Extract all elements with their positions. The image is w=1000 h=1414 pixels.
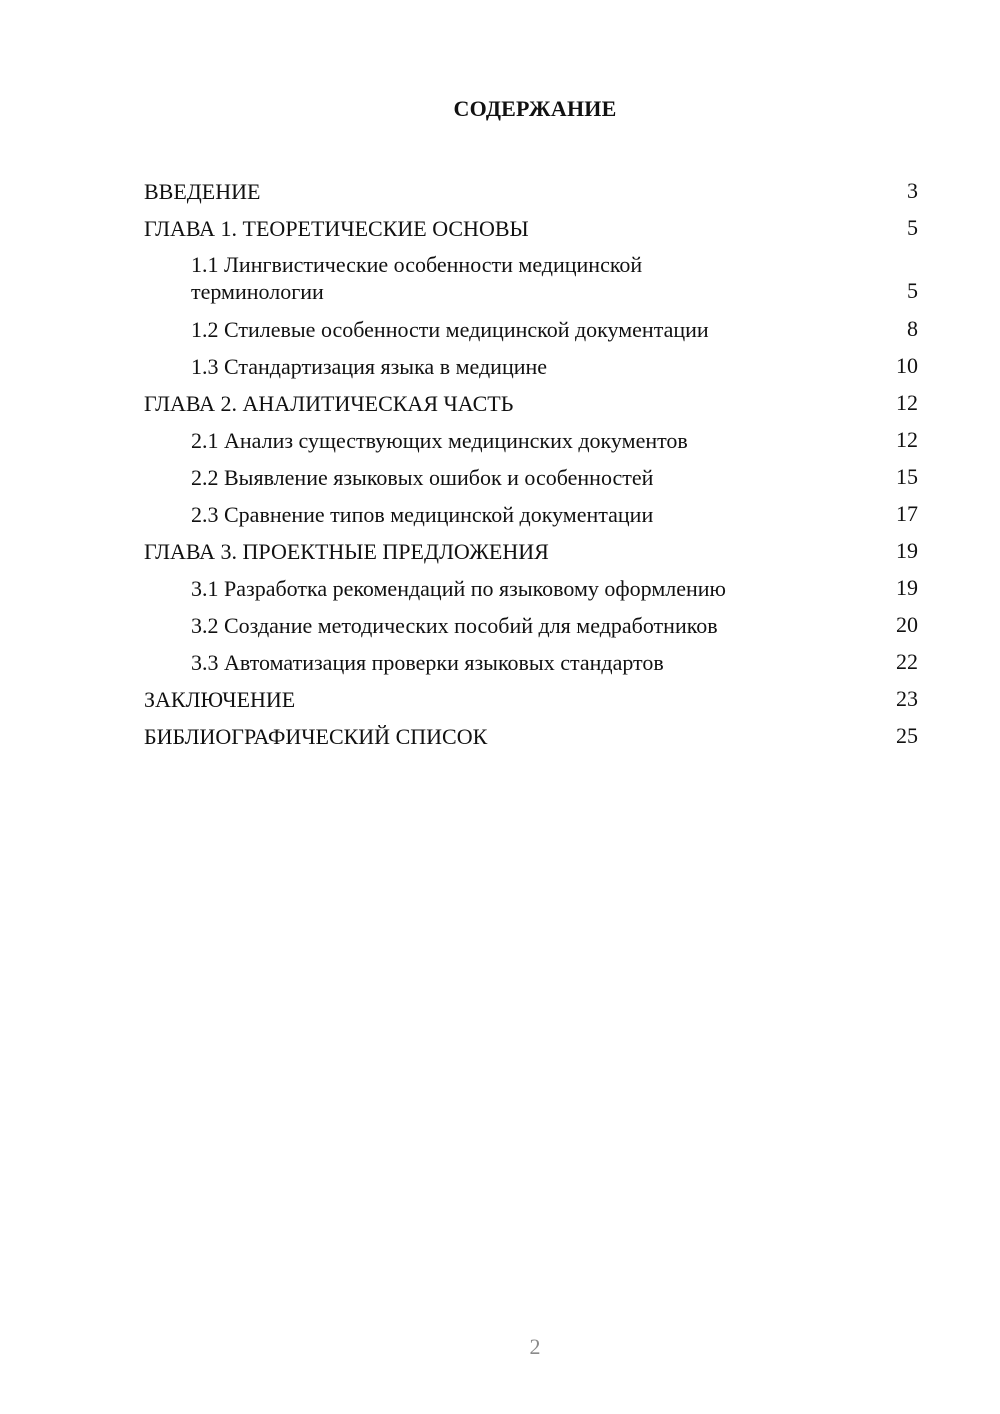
toc-entry-introduction[interactable] [144,168,918,205]
toc-entry-section-1-2[interactable] [144,306,918,343]
toc-entry-label: 2.1 Анализ существующих медицинских документов [191,428,688,453]
toc-entry-label: 3.2 Создание методических пособий для медработников [191,613,718,638]
toc-entry-page: 19 [896,538,918,563]
toc-entry-page: 12 [896,390,918,415]
toc-entry-section-3-3[interactable] [144,639,918,676]
toc-entry-conclusion[interactable] [144,676,918,713]
toc-entry-label: 1.2 Стилевые особенности медицинской документации [191,317,709,342]
toc-entry-label: БИБЛИОГРАФИЧЕСКИЙ СПИСОК [144,724,488,749]
toc-entry-page: 15 [896,464,918,489]
toc-entry-page: 22 [896,649,918,674]
toc-entry-label: 2.3 Сравнение типов медицинской документации [191,502,654,527]
toc-entry-section-2-2[interactable] [144,454,918,491]
toc-entry-chapter-1[interactable] [144,205,918,242]
toc-entry-label: 1.1 Лингвистические особенности медицинской терминологии [191,252,643,304]
toc-entry-label: 3.3 Автоматизация проверки языковых стандартов [191,650,664,675]
toc-entry-section-1-3[interactable] [144,343,918,380]
toc-entry-section-3-1[interactable] [144,565,918,602]
toc-entry-label: 1.3 Стандартизация языка в медицине [191,354,548,379]
toc-entry-chapter-3[interactable] [144,528,918,565]
page-number: 2 [529,1334,541,1359]
toc-entry-page: 19 [896,575,918,600]
toc-entry-label: ГЛАВА 3. ПРОЕКТНЫЕ ПРЕДЛОЖЕНИЯ [144,539,549,564]
toc-entry-page: 12 [896,427,918,452]
table-of-contents [144,168,918,750]
toc-entry-label: ЗАКЛЮЧЕНИЕ [144,687,296,712]
toc-entry-page: 25 [896,723,918,748]
toc-entry-page: 23 [896,686,918,711]
toc-entry-section-2-3[interactable] [144,491,918,528]
toc-entry-label: ВВЕДЕНИЕ [144,179,261,204]
toc-entry-page: 20 [896,612,918,637]
toc-entry-label: 2.2 Выявление языковых ошибок и особенностей [191,465,654,490]
toc-entry-label: ГЛАВА 2. АНАЛИТИЧЕСКАЯ ЧАСТЬ [144,391,514,416]
toc-entry-section-1-1[interactable] [144,242,918,306]
toc-entry-bibliography[interactable] [144,713,918,750]
toc-entry-page: 5 [907,215,918,240]
toc-title: СОДЕРЖАНИЕ [453,96,617,121]
toc-entry-page: 17 [896,501,918,526]
toc-entry-section-2-1[interactable] [144,417,918,454]
toc-entry-page: 10 [896,353,918,378]
toc-entry-page: 5 [907,278,918,303]
toc-entry-label: ГЛАВА 1. ТЕОРЕТИЧЕСКИЕ ОСНОВЫ [144,216,529,241]
toc-entry-page: 3 [907,178,918,203]
toc-entry-chapter-2[interactable] [144,380,918,417]
toc-entry-label: 3.1 Разработка рекомендаций по языковому оформлению [191,576,726,601]
toc-entry-page: 8 [907,316,918,341]
toc-entry-section-3-2[interactable] [144,602,918,639]
